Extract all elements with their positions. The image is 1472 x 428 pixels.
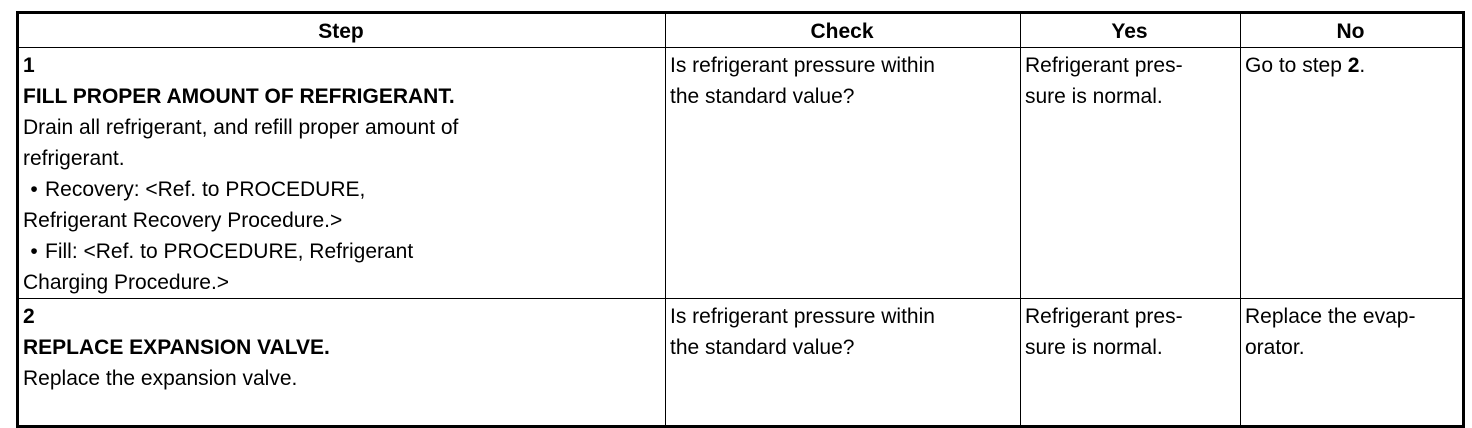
yes-cell	[1021, 48, 1241, 299]
bullet-icon: •	[30, 240, 38, 263]
bullet-item	[23, 174, 541, 205]
step-cell	[18, 299, 666, 427]
step-number: 1	[23, 54, 35, 77]
check-text-line: the standard value?	[670, 85, 855, 108]
table-row	[18, 299, 1464, 427]
step-content	[23, 81, 541, 298]
go-to-step-number: 2	[1347, 54, 1360, 77]
no-text-line: orator.	[1245, 336, 1305, 359]
check-text-line: Is refrigerant pressure within	[670, 305, 935, 328]
bullet-icon: •	[30, 178, 38, 201]
check-cell	[666, 299, 1021, 427]
yes-cell	[1021, 299, 1241, 427]
check-text-line: Is refrigerant pressure within	[670, 54, 935, 77]
no-text-suffix: .	[1359, 54, 1366, 77]
step-text-line: refrigerant.	[23, 147, 125, 170]
no-cell	[1241, 299, 1464, 427]
step-content	[23, 332, 541, 394]
bullet-text: Fill: <Ref. to PROCEDURE, Refrigerant	[45, 240, 414, 263]
no-text: Go to step	[1245, 54, 1348, 77]
check-text-line: the standard value?	[670, 336, 855, 359]
yes-text-line: Refrigerant pres-	[1025, 54, 1183, 77]
diagnostic-table	[16, 11, 1465, 428]
yes-text-line: sure is normal.	[1025, 85, 1163, 108]
yes-text-line: Refrigerant pres-	[1025, 305, 1183, 328]
bullet-text-continued: Charging Procedure.>	[23, 271, 230, 294]
check-cell	[666, 48, 1021, 299]
step-title: REPLACE EXPANSION VALVE.	[23, 336, 330, 359]
no-text-line: Replace the evap-	[1245, 305, 1416, 328]
table-header-row	[18, 13, 1464, 48]
step-cell	[18, 48, 666, 299]
bullet-text: Recovery: <Ref. to PROCEDURE,	[45, 178, 366, 201]
step-number: 2	[23, 305, 35, 328]
table-row	[18, 48, 1464, 299]
bullet-item	[23, 236, 541, 267]
no-cell	[1241, 48, 1464, 299]
yes-text-line: sure is normal.	[1025, 336, 1163, 359]
header-yes: Yes	[1021, 13, 1241, 48]
header-no: No	[1241, 13, 1464, 48]
step-text-line: Replace the expansion valve.	[23, 367, 298, 390]
header-step: Step	[18, 13, 666, 48]
bullet-text-continued: Refrigerant Recovery Procedure.>	[23, 209, 343, 232]
step-title: FILL PROPER AMOUNT OF REFRIGERANT.	[23, 85, 455, 108]
step-text-line: Drain all refrigerant, and refill proper amount of	[23, 116, 459, 139]
header-check: Check	[666, 13, 1021, 48]
